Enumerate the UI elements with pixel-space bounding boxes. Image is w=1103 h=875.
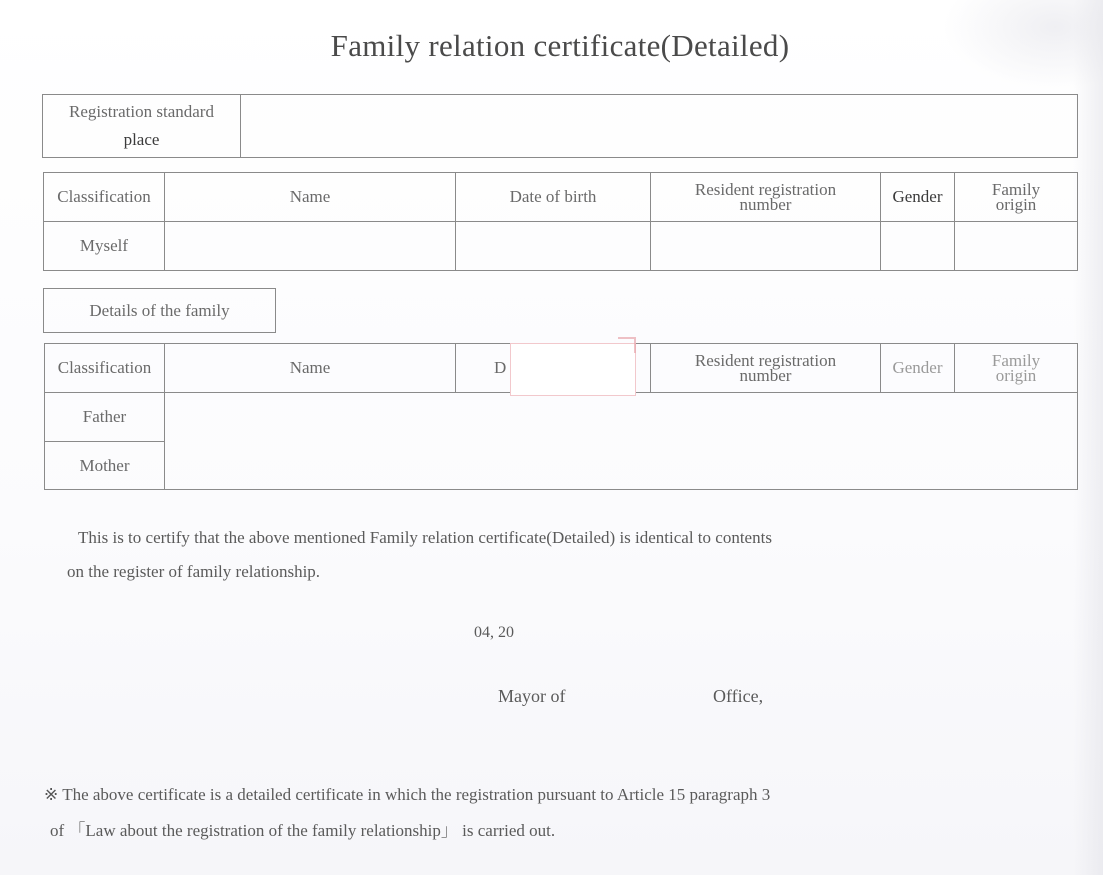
- header-resident-registration-number: [651, 173, 881, 222]
- footnote-line2: of 「Law about the registration of the family relationship」 is carried out.: [50, 821, 556, 840]
- family-header-classification: Classification: [45, 344, 165, 393]
- certify-line1: This is to certify that the above mentioned Family relation certificate(Detailed) is identical to contents: [78, 528, 772, 547]
- personal-header-row: [44, 173, 1078, 222]
- row-name: [165, 222, 456, 271]
- red-stamp-mark: [618, 337, 636, 353]
- personal-table: [43, 172, 1078, 271]
- row-date-of-birth: [456, 222, 651, 271]
- reference-mark-icon: ※: [44, 785, 59, 804]
- family-header-gender: Gender: [881, 344, 955, 393]
- header-name: Name: [165, 173, 456, 222]
- row-classification: Myself: [44, 222, 165, 271]
- registration-label-cell: [43, 95, 241, 158]
- family-header-name: Name: [165, 344, 456, 393]
- mayor-label: Mayor of: [498, 686, 566, 706]
- footnote-line1: [44, 785, 770, 805]
- origin-line2: origin: [995, 195, 1037, 214]
- issue-date: 04, 20: [474, 624, 514, 641]
- family-row-mother: [45, 442, 1078, 490]
- family-rrn-line2: number: [739, 366, 792, 385]
- document-title: Family relation certificate(Detailed): [330, 28, 790, 63]
- row-origin: [955, 222, 1078, 271]
- family-row-mother-details: [165, 442, 1078, 490]
- header-date-of-birth: Date of birth: [456, 173, 651, 222]
- certify-line2: on the register of family relationship.: [67, 562, 321, 581]
- family-details-label: Details of the family: [43, 288, 276, 333]
- row-gender: [881, 222, 955, 271]
- family-row-classification-father: Father: [45, 393, 165, 442]
- family-header-date-partial: D: [456, 344, 651, 393]
- row-rrn: [651, 222, 881, 271]
- registration-value-cell: [241, 95, 1078, 158]
- family-rrn-line1: Resident registration: [694, 351, 837, 370]
- family-header-rrn: [651, 344, 881, 393]
- family-row-father: [45, 393, 1078, 442]
- registration-label-line2: place: [123, 130, 160, 149]
- personal-row-myself: [44, 222, 1078, 271]
- rrn-line1: Resident registration: [694, 180, 837, 199]
- header-classification: Classification: [44, 173, 165, 222]
- registration-table: [42, 94, 1078, 158]
- family-origin-line2: origin: [995, 366, 1037, 385]
- footnote-line1-text: The above certificate is a detailed certificate in which the registration pursuant to Article 15 paragraph 3: [62, 785, 771, 804]
- family-header-origin: [955, 344, 1078, 393]
- family-origin-line1: Family: [991, 351, 1041, 370]
- header-family-origin: [955, 173, 1078, 222]
- rrn-line2: number: [739, 195, 792, 214]
- family-row-father-details: [165, 393, 1078, 442]
- header-gender: Gender: [881, 173, 955, 222]
- office-label: Office,: [713, 686, 764, 706]
- registration-label-line1: Registration standard: [69, 102, 214, 121]
- origin-line1: Family: [991, 180, 1041, 199]
- family-row-classification-mother: Mother: [45, 442, 165, 490]
